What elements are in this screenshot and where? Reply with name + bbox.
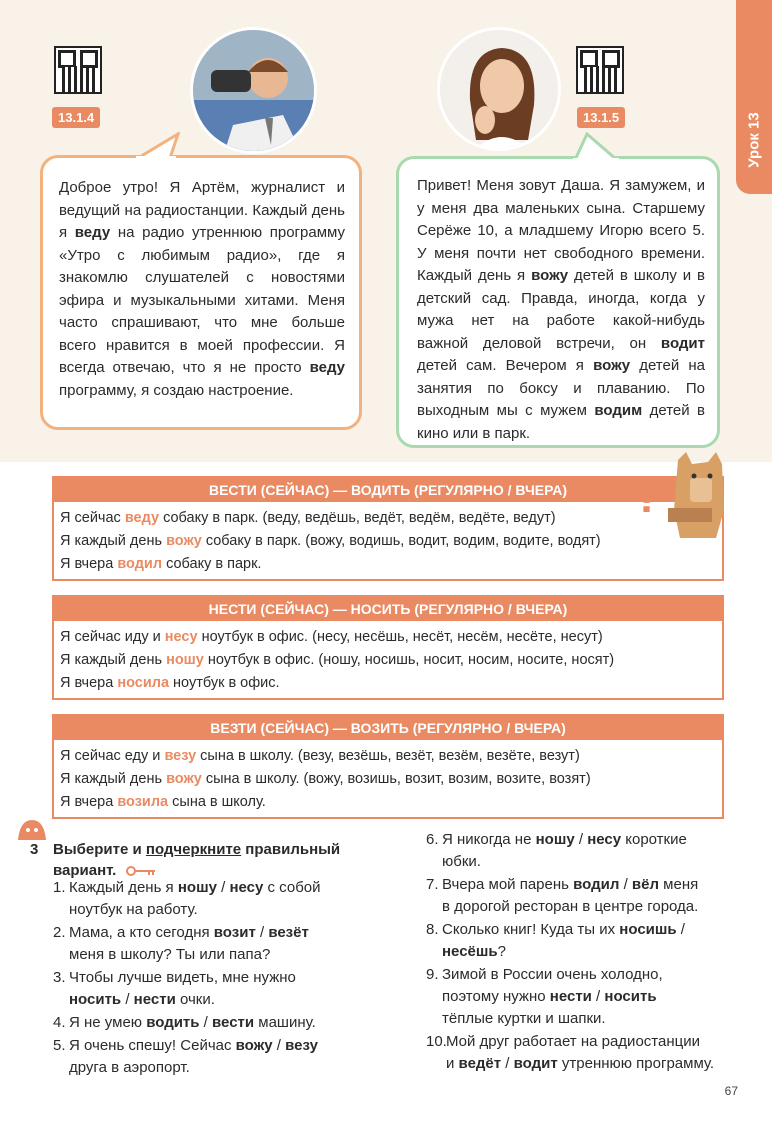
grammar-box-vezti: [52, 714, 724, 819]
exercise-item: [426, 919, 756, 963]
verb-option[interactable]: носишь: [619, 921, 677, 938]
grammar-example-line: [54, 649, 722, 672]
text-segment: сына в школу.: [168, 794, 266, 810]
text-segment: детей сам. Вечером я: [417, 357, 594, 374]
text-segment: Я каждый день: [60, 771, 167, 787]
item-line: [442, 964, 663, 986]
text-segment: Чтобы лучше видеть, мне нужно: [69, 969, 296, 986]
text-segment: детей в школу и в детский сад. Правда, иногда, когда у мужа нет на работе какой-нибудь важной деловой встречи, он: [417, 267, 705, 352]
text-segment: Я вчера: [60, 556, 118, 572]
page-number: 67: [724, 1084, 738, 1098]
text-segment: ноутбук в офис.: [169, 675, 280, 691]
text-segment: Я каждый день: [60, 533, 167, 549]
text-segment: Вчера мой парень: [442, 876, 574, 893]
verb-option[interactable]: несу: [229, 879, 264, 896]
verb-option[interactable]: везёт: [268, 924, 309, 941]
text-segment: Я сейчас: [60, 510, 125, 526]
grammar-header: ВЕСТИ (СЕЙЧАС) — ВОДИТЬ (РЕГУЛЯРНО / ВЧЕРА): [54, 478, 722, 502]
verb-option[interactable]: вести: [212, 1014, 255, 1031]
verb-option[interactable]: носить: [604, 988, 657, 1005]
text-segment: поэтому нужно: [442, 988, 550, 1005]
bear-mascot-icon: [628, 450, 738, 540]
text-segment: меня: [659, 876, 699, 893]
highlighted-verb: носила: [117, 675, 170, 691]
exercise-item: [426, 964, 756, 1030]
instruction-text: вариант.: [53, 862, 117, 879]
audio-track-tag: 13.1.4: [52, 107, 100, 128]
item-line: [69, 989, 215, 1011]
dasha-photo: [437, 27, 561, 151]
instruction-text: Выберите и: [53, 841, 146, 858]
text-segment: сына в школу. (везу, везёшь, везёт, везём, везёте, везут): [196, 748, 580, 764]
text-segment: Привет! Меня зовут Даша. Я замужем, и у меня два маленьких сына. Старшему Серёже 10, а младшему Игорю всего 5. У меня почти нет свободного времени. Каждый день я: [417, 177, 705, 284]
text-segment: /: [676, 921, 685, 938]
text-segment: ноутбук в офис. (несу, несёшь, несёт, несём, несёте, несут): [197, 629, 603, 645]
verb-option[interactable]: нести: [133, 991, 176, 1008]
text-segment: /: [591, 988, 605, 1005]
grammar-example-line: [54, 626, 722, 649]
text-segment: сына в школу. (вожу, возишь, возит, возим, возите, возят): [201, 771, 591, 787]
verb-option[interactable]: вожу: [235, 1037, 273, 1054]
verb-option[interactable]: вёл: [631, 876, 660, 893]
item-line: [69, 922, 309, 944]
text-segment: детей на занятия по боксу и плаванию. По выходным мы с мужем: [417, 357, 705, 419]
highlighted-verb: вожу: [593, 357, 631, 374]
item-number: 5.: [53, 1037, 66, 1054]
text-segment: тёплые куртки и шапки.: [442, 1010, 606, 1027]
item-line: [69, 877, 321, 899]
text-segment: утреннюю программу.: [557, 1055, 715, 1072]
text-segment: собаку в парк. (веду, ведёшь, ведёт, ведём, ведёте, ведут): [159, 510, 556, 526]
text-segment: Я каждый день: [60, 652, 167, 668]
verb-option[interactable]: носить: [69, 991, 122, 1008]
audio-track-tag: 13.1.5: [577, 107, 625, 128]
item-line: [69, 944, 270, 966]
item-line: [69, 1012, 316, 1034]
grammar-example-line: [54, 507, 722, 530]
item-line: [442, 829, 687, 851]
item-line: [446, 1053, 714, 1075]
exercise-instruction: [53, 839, 373, 881]
text-segment: детей в кино или в парк.: [417, 402, 706, 442]
grammar-header: ВЕЗТИ (СЕЙЧАС) — ВОЗИТЬ (РЕГУЛЯРНО / ВЧЕРА): [54, 716, 722, 740]
grammar-example-line: [54, 672, 722, 695]
exercise-item: [426, 874, 756, 918]
dasha-text: [417, 175, 705, 445]
item-number: 2.: [53, 924, 66, 941]
item-line: [442, 941, 506, 963]
verb-option[interactable]: несёшь: [442, 943, 498, 960]
text-segment: в дорогой ресторан в центре города.: [442, 898, 699, 915]
highlighted-verb: возила: [117, 794, 169, 810]
text-segment: Мой друг работает на радиостанции: [446, 1033, 700, 1050]
text-segment: ноутбук на работу.: [69, 901, 198, 918]
item-number: 4.: [53, 1014, 66, 1031]
grammar-box-vesti: [52, 476, 724, 581]
text-segment: Я не умею: [69, 1014, 147, 1031]
qr-code-icon: [54, 46, 102, 94]
text-segment: Мама, а кто сегодня: [69, 924, 214, 941]
text-segment: юбки.: [442, 853, 481, 870]
text-segment: /: [216, 879, 230, 896]
text-segment: Каждый день я: [69, 879, 178, 896]
item-line: [446, 1031, 700, 1053]
highlighted-verb: водит: [660, 334, 705, 352]
verb-option[interactable]: ношу: [177, 879, 217, 896]
grammar-example-line: [54, 791, 722, 814]
verb-option[interactable]: возит: [213, 924, 256, 941]
journalist-photo: [190, 27, 317, 154]
text-segment: друга в аэропорт.: [69, 1059, 190, 1076]
qr-code-icon: [576, 46, 624, 94]
verb-option[interactable]: водит: [513, 1055, 558, 1072]
svg-text:?: ?: [634, 473, 661, 522]
instruction-text: правильный: [241, 841, 341, 858]
text-segment: Сколько книг! Куда ты их: [442, 921, 620, 938]
exercise-item: [53, 1035, 383, 1079]
lesson-tab-label: Урок 13: [745, 112, 763, 168]
highlighted-verb: везу: [164, 748, 197, 764]
item-line: [442, 896, 698, 918]
bubble-tail: [565, 132, 625, 162]
grammar-header: НЕСТИ (СЕЙЧАС) — НОСИТЬ (РЕГУЛЯРНО / ВЧЕРА): [54, 597, 722, 621]
text-segment: с собой: [263, 879, 321, 896]
grammar-example-line: [54, 745, 722, 768]
grammar-box-nesti: [52, 595, 724, 700]
item-number: 6.: [426, 831, 439, 848]
text-segment: Я никогда не: [442, 831, 536, 848]
text-segment: /: [255, 924, 269, 941]
artem-speech-bubble: [40, 155, 362, 430]
exercise-item: [426, 1031, 756, 1075]
verb-option[interactable]: нести: [549, 988, 592, 1005]
text-segment: /: [272, 1037, 286, 1054]
text-segment: /: [199, 1014, 213, 1031]
verb-option[interactable]: везу: [285, 1037, 318, 1054]
text-segment: /: [574, 831, 588, 848]
item-number: 7.: [426, 876, 439, 893]
text-segment: Зимой в России очень холодно,: [442, 966, 663, 983]
text-segment: меня в школу? Ты или папа?: [69, 946, 271, 963]
exercise-item: [53, 922, 383, 966]
highlighted-verb: несу: [164, 629, 198, 645]
verb-option[interactable]: водить: [146, 1014, 200, 1031]
highlighted-verb: вожу: [531, 267, 569, 284]
item-line: [442, 851, 481, 873]
text-segment: Я вчера: [60, 794, 118, 810]
text-segment: на радио утреннюю программу «Утро с любимым радио», где я знакомлю слушателей с новостями эфира и музыкальными хитами. Меня часто спрашивают, что мне больше всего нравится в моей профессии. Я всегда отвечаю, что я не просто: [59, 224, 345, 376]
text-segment: Я вчера: [60, 675, 118, 691]
text-segment: собаку в парк. (вожу, водишь, водит, водим, водите, водят): [201, 533, 601, 549]
bubble-tail: [130, 132, 190, 160]
highlighted-verb: водил: [117, 556, 163, 572]
item-line: [442, 986, 657, 1008]
key-icon: [125, 865, 157, 877]
grammar-example-line: [54, 768, 722, 791]
text-segment: Я сейчас еду и: [60, 748, 165, 764]
text-segment: собаку в парк.: [162, 556, 262, 572]
text-segment: Я сейчас иду и: [60, 629, 165, 645]
highlighted-verb: ношу: [166, 652, 204, 668]
text-segment: очки.: [175, 991, 215, 1008]
item-line: [69, 967, 296, 989]
exercise-item: [53, 1012, 383, 1034]
text-segment: Я очень спешу! Сейчас: [69, 1037, 236, 1054]
item-line: [69, 1035, 318, 1057]
text-segment: /: [619, 876, 632, 893]
exercise-item: [53, 877, 383, 921]
text-segment: /: [501, 1055, 514, 1072]
highlighted-verb: веду: [124, 510, 160, 526]
text-segment: короткие: [621, 831, 687, 848]
highlighted-verb: веду: [309, 359, 345, 376]
grammar-example-line: [54, 553, 722, 576]
exercise-mascot-icon: [16, 818, 48, 842]
lesson-tab: [736, 0, 772, 194]
item-number: 1.: [53, 879, 66, 896]
verb-option[interactable]: водил: [573, 876, 620, 893]
item-line: [69, 1057, 190, 1079]
highlighted-verb: вожу: [166, 771, 202, 787]
exercise-item: [426, 829, 756, 873]
exercise-item: [53, 967, 383, 1011]
item-number: 9.: [426, 966, 439, 983]
grammar-example-line: [54, 530, 722, 553]
exercise-number: 3: [30, 841, 39, 858]
text-segment: /: [121, 991, 134, 1008]
item-line: [442, 1008, 606, 1030]
instruction-underlined: подчеркните: [145, 841, 242, 858]
artem-text: [59, 177, 345, 402]
verb-option[interactable]: ношу: [535, 831, 575, 848]
text-segment: программу, я создаю настроение.: [59, 381, 294, 399]
verb-option[interactable]: ведёт: [458, 1055, 502, 1072]
text-segment: машину.: [254, 1014, 316, 1031]
highlighted-verb: веду: [74, 224, 111, 241]
highlighted-verb: водим: [594, 402, 643, 419]
item-number: 10.: [426, 1033, 447, 1050]
item-line: [442, 919, 685, 941]
item-line: [442, 874, 698, 896]
text-segment: и: [446, 1055, 459, 1072]
highlighted-verb: вожу: [166, 533, 202, 549]
item-number: 3.: [53, 969, 66, 986]
verb-option[interactable]: несу: [587, 831, 622, 848]
text-segment: ноутбук в офис. (ношу, носишь, носит, носим, носите, носят): [203, 652, 615, 668]
dasha-speech-bubble: [396, 156, 720, 448]
text-segment: ?: [497, 943, 506, 960]
item-line: [69, 899, 198, 921]
item-number: 8.: [426, 921, 439, 938]
text-segment: Доброе утро! Я Артём, журналист и ведущий на радиостанции. Каждый день я: [59, 179, 345, 241]
